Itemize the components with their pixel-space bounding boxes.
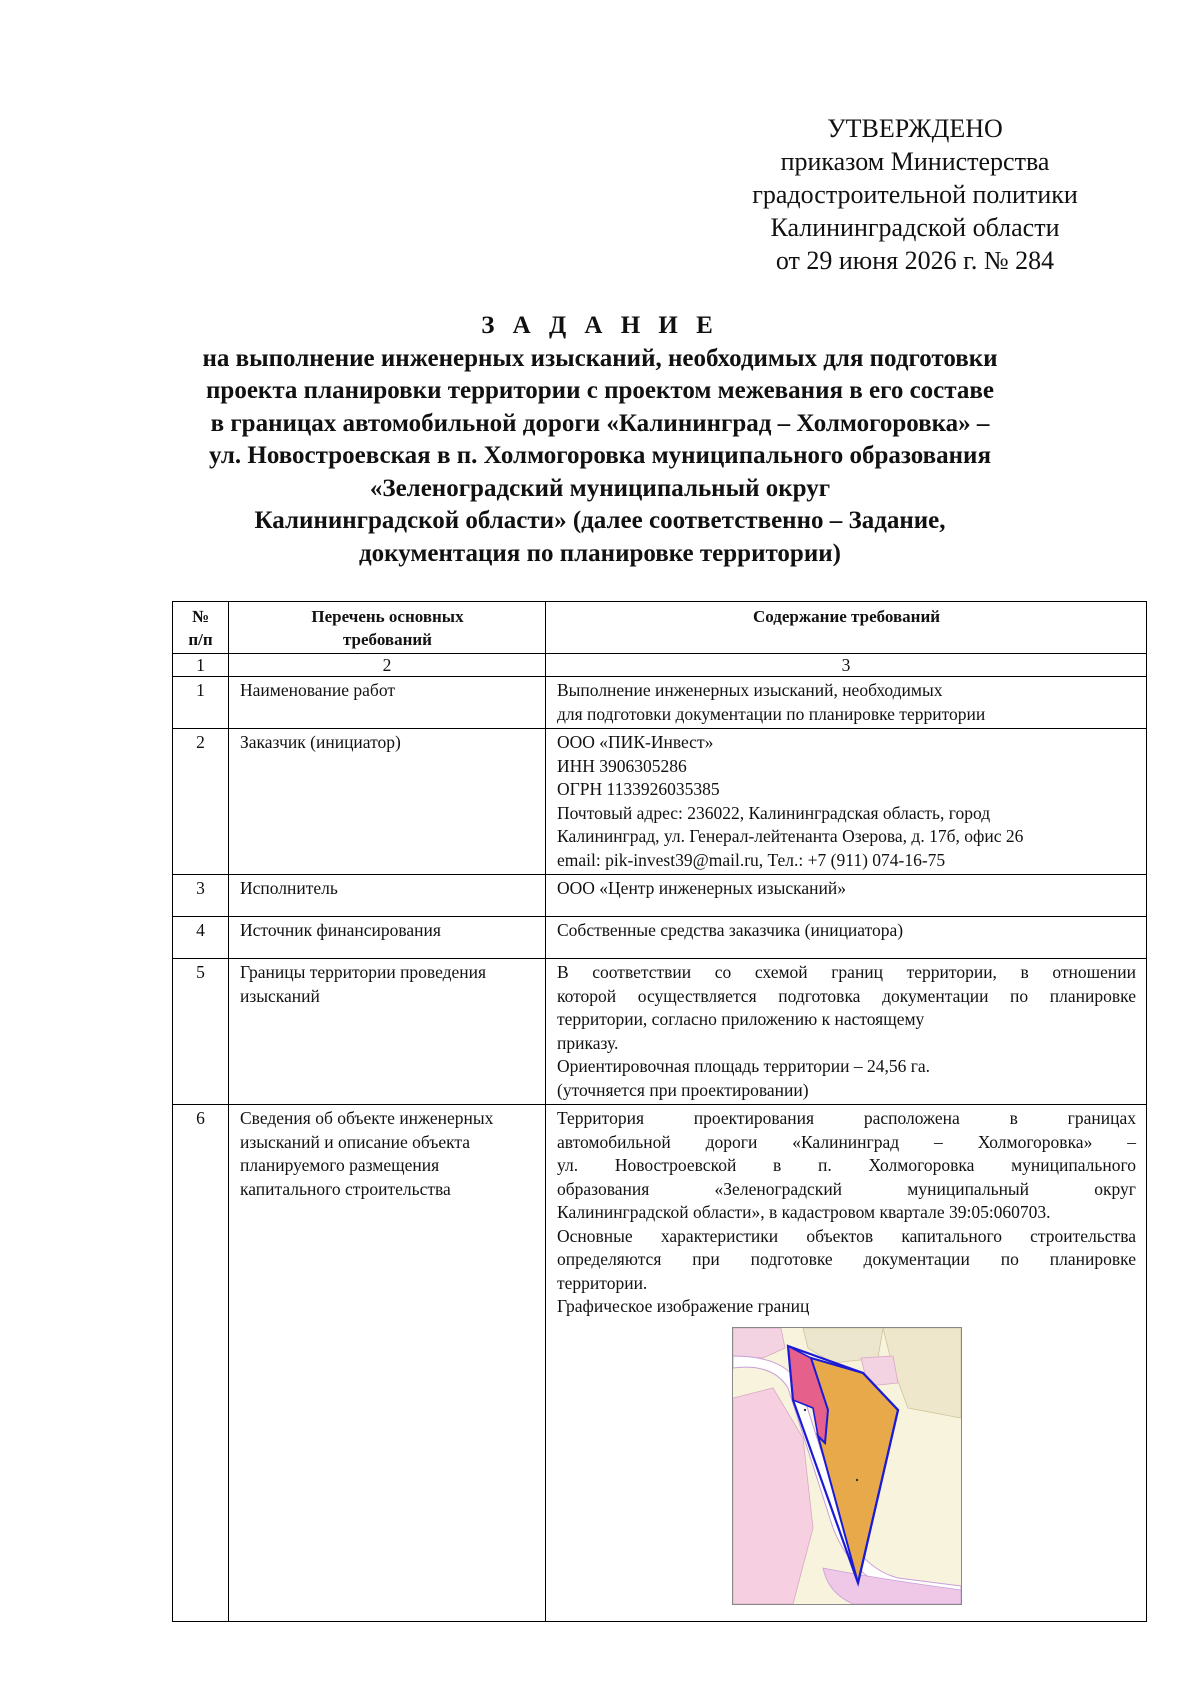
row-content [546,729,1147,875]
row-name [229,959,546,1105]
row-name [229,1105,546,1622]
table-row [173,1105,1147,1622]
approval-line: от 29 июня 2026 г. № 284 [775,246,1055,275]
row-name: Заказчик (инициатор) [229,729,546,875]
row-name: Источник финансирования [229,917,546,959]
content-line: email: pik-invest39@mail.ru, Тел.: +7 (911) 074-16-75 [557,849,946,870]
document-title [140,310,1060,570]
content-line: образования «Зеленоградский муниципальный округ [557,1178,1136,1199]
content-line: Территория проектирования расположена в границах [557,1108,1136,1128]
content-line: приказу. [557,1032,619,1053]
title-line: на выполнение инженерных изысканий, необходимых для подготовки [202,344,998,372]
row-content [546,1105,1147,1622]
content-line: Основные характеристики объектов капитального строительства [557,1225,1136,1246]
name-line: Сведения об объекте инженерных [240,1108,494,1128]
approval-line: Калининградской области [770,213,1060,242]
boundary-map [732,1327,962,1605]
name-line: планируемого размещения [240,1155,440,1175]
title-line: Калининградской области» (далее соответственно – Задание, [254,507,946,534]
row-content [546,959,1147,1105]
index-cell: 2 [229,654,546,677]
document-type: З А Д А Н И Е [481,312,719,339]
title-line: ул. Новостроевская в п. Холмогоровка муниципального образования [209,442,991,469]
header-req-line: Перечень основных [311,607,464,626]
content-line: автомобильной дороги «Калининград – Холмогоровка» – [557,1131,1136,1152]
content-line: Графическое изображение границ [557,1296,810,1316]
row-num: 3 [173,875,229,917]
content-line: территории. [557,1272,648,1293]
approval-block [700,112,1130,277]
table-row [173,677,1147,729]
requirements-table [172,601,1147,1622]
name-line: изысканий и описание объекта [240,1131,471,1152]
row-content [546,677,1147,729]
row-num: 6 [173,1105,229,1622]
content-line: ООО «Центр инженерных изысканий» [557,878,846,898]
header-requirements [229,602,546,654]
row-num: 4 [173,917,229,959]
content-line: определяются при подготовке документации по планировке [557,1249,1136,1269]
content-line: для подготовки документации по планировке территории [557,703,986,724]
table-header-row [173,602,1147,654]
approval-line: УТВЕРЖДЕНО [827,114,1003,143]
title-line: документация по планировке территории) [359,539,841,567]
row-num: 2 [173,729,229,875]
index-cell: 1 [173,654,229,677]
title-line: в границах автомобильной дороги «Калининград – Холмогоровка» – [210,409,990,437]
row-content [546,875,1147,917]
name-line: Границы территории проведения [240,962,487,982]
title-line: проекта планировки территории с проектом межевания в его составе [206,377,994,404]
table-row [173,875,1147,917]
name-line: капитального строительства [240,1178,451,1199]
header-req-line: требований [343,630,432,649]
header-content: Содержание требований [546,602,1147,654]
name-line: изысканий [240,985,320,1006]
content-line: Почтовый адрес: 236022, Калининградская область, город [557,802,991,823]
map-marker [804,1408,806,1410]
content-line: ИНН 3906305286 [557,755,687,776]
approval-line: приказом Министерства [780,147,1050,176]
table-row [173,917,1147,959]
content-line: (уточняется при проектировании) [557,1079,809,1100]
content-line: Ориентировочная площадь территории – 24,56 га. [557,1056,931,1076]
content-line: Собственные средства заказчика (инициатора) [557,920,904,940]
row-content [546,917,1147,959]
header-num [173,602,229,654]
content-line: В соответствии со схемой границ территории, в отношении [557,962,1136,982]
map-marker [856,1478,858,1480]
table-row [173,729,1147,875]
content-line: Выполнение инженерных изысканий, необходимых [557,680,943,700]
row-num: 5 [173,959,229,1105]
content-line: ул. Новостроевской в п. Холмогоровка муниципального [557,1155,1136,1175]
approval-line: градостроительной политики [752,180,1078,209]
content-line: Калининградской области», в кадастровом квартале 39:05:060703. [557,1202,1051,1222]
row-name: Исполнитель [229,875,546,917]
content-line: территории, согласно приложению к настоящему [557,1009,925,1029]
content-line: которой осуществляется подготовка документации по планировке [557,985,1136,1006]
index-cell: 3 [546,654,1147,677]
content-line: ООО «ПИК-Инвест» [557,732,714,752]
table-row [173,959,1147,1105]
table-index-row [173,654,1147,677]
content-line: ОГРН 1133926035385 [557,779,720,799]
row-name: Наименование работ [229,677,546,729]
row-num: 1 [173,677,229,729]
header-num-line: п/п [188,630,213,649]
boundary-map-image [733,1328,961,1604]
content-line: Калининград, ул. Генерал-лейтенанта Озерова, д. 17б, офис 26 [557,826,1024,846]
header-num-line: № [191,607,210,626]
title-line: «Зеленоградский муниципальный округ [369,474,831,502]
